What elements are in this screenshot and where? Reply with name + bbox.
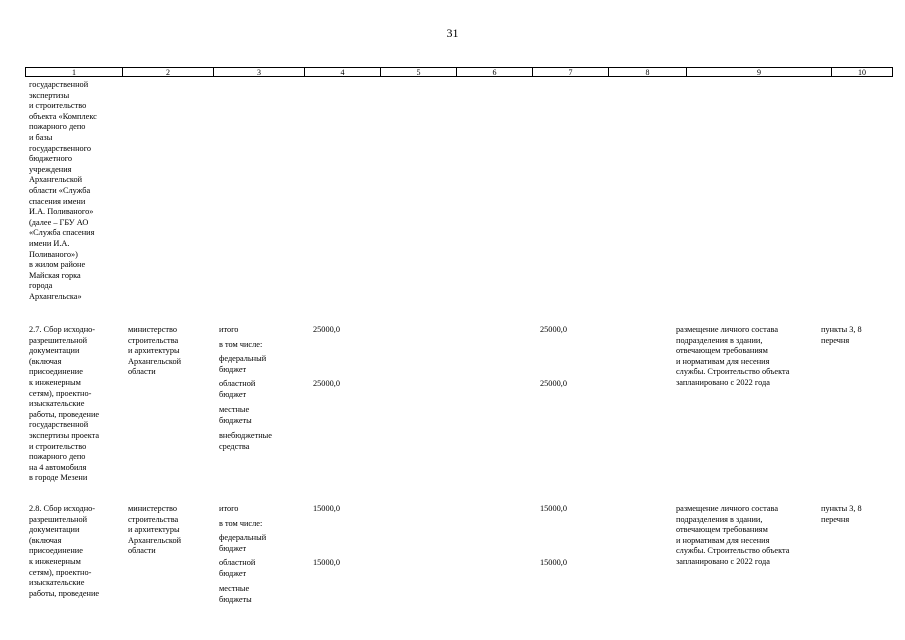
row-2-7-result: размещение личного состава подразделения в здании, отвечающем требованиям и нормативам для несения службы. Строительство объекта запланировано с 2022 года (676, 325, 790, 387)
row-2-8-executor: министерство строительства и архитектуры Архангельской области (128, 504, 182, 556)
table-header-row (25, 67, 893, 77)
row-2-8-source-regional: областной бюджет (219, 558, 256, 578)
row-2-8-source-federal: федеральный бюджет (219, 533, 267, 553)
row-2-8-regional-col7: 15000,0 (540, 558, 567, 567)
header-col-4: 4 (305, 68, 381, 76)
row-2-7-regional-col4: 25000,0 (313, 379, 340, 388)
row-2-7-source-incl: в том числе: (219, 340, 263, 349)
row-2-8-regional-col4: 15000,0 (313, 558, 340, 567)
row-2-7-points: пункты 3, 8 перечня (821, 325, 862, 345)
row-2-7-source-local: местные бюджеты (219, 405, 252, 425)
header-col-2: 2 (123, 68, 214, 76)
row-2-7-source-regional: областной бюджет (219, 379, 256, 399)
header-col-9: 9 (687, 68, 832, 76)
row-2-7-description: 2.7. Сбор исходно- разрешительной документации (включая присоединение к инженерным сетям), проектно- изыскательские работы, проведение государственной экспертизы проекта и строительство пожарного депо на 4 автомобиля в городе Мезени (29, 325, 100, 483)
continuation-description: государственной экспертизы и строительство объекта «Комплекс пожарного депо и базы государственного бюджетного учреждения Архангельской области «Служба спасения имени И.А. Поливаного» (далее – ГБУ АО «Служба спасения имени И.А. Поливаного») в жилом районе Майская горка города Архангельска» (29, 80, 97, 301)
header-col-1: 1 (26, 68, 123, 76)
row-2-7-executor: министерство строительства и архитектуры Архангельской области (128, 325, 182, 377)
row-2-7-source-total: итого (219, 325, 239, 334)
row-2-7-source-extra: внебюджетные средства (219, 431, 272, 451)
row-2-8-source-local: местные бюджеты (219, 584, 252, 604)
header-col-8: 8 (609, 68, 687, 76)
header-col-5: 5 (381, 68, 457, 76)
row-2-8-source-total: итого (219, 504, 239, 513)
row-2-7-total-col4: 25000,0 (313, 325, 340, 334)
row-2-8-source-incl: в том числе: (219, 519, 263, 528)
row-2-8-description: 2.8. Сбор исходно- разрешительной документации (включая присоединение к инженерным сетям), проектно- изыскательские работы, проведение (29, 504, 100, 598)
page-number: 31 (446, 26, 459, 40)
row-2-8-total-col7: 15000,0 (540, 504, 567, 513)
header-col-6: 6 (457, 68, 533, 76)
header-col-10: 10 (858, 68, 866, 77)
header-col-7: 7 (533, 68, 609, 76)
row-2-8-points: пункты 3, 8 перечня (821, 504, 862, 524)
row-2-7-regional-col7: 25000,0 (540, 379, 567, 388)
row-2-8-result: размещение личного состава подразделения в здании, отвечающем требованиям и нормативам для несения службы. Строительство объекта запланировано с 2022 года (676, 504, 790, 566)
row-2-7-source-federal: федеральный бюджет (219, 354, 267, 374)
row-2-7-total-col7: 25000,0 (540, 325, 567, 334)
row-2-8-total-col4: 15000,0 (313, 504, 340, 513)
header-col-3: 3 (214, 68, 305, 76)
